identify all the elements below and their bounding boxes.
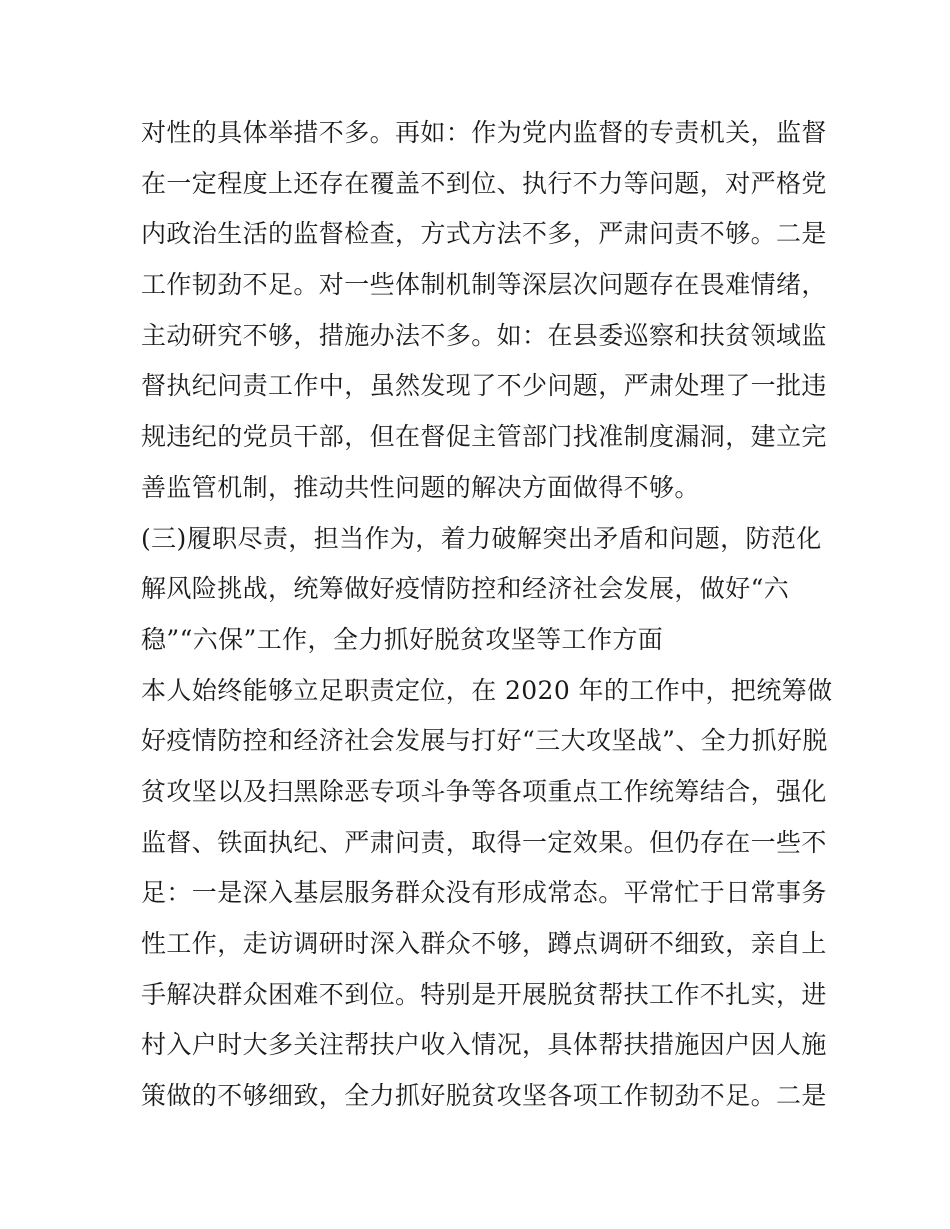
- text-line: 主动研究不够，措施办法不多。如：在县委巡察和扶贫领域监: [141, 320, 827, 350]
- text-line: 监督、铁面执纪、严肃问责，取得一定效果。但仍存在一些不: [141, 827, 827, 857]
- text-line: 策做的不够细致，全力抓好脱贫攻坚各项工作韧劲不足。二是: [141, 1081, 827, 1111]
- text-line: 本人始终能够立足职责定位，在 2020 年的工作中，把统筹做: [141, 675, 833, 705]
- text-line: 性工作，走访调研时深入群众不够，蹲点调研不细致，亲自上: [141, 929, 827, 958]
- body-text: [141, 108, 833, 1122]
- text-line: 内政治生活的监督检查，方式方法不多，严肃问责不够。二是: [141, 219, 827, 249]
- text-line: 对性的具体举措不多。再如：作为党内监督的专责机关，监督: [141, 118, 827, 147]
- text-line: 规违纪的党员干部，但在督促主管部门找准制度漏洞，建立完: [141, 422, 827, 452]
- text-line: 善监管机制，推动共性问题的解决方面做得不够。: [141, 472, 700, 502]
- text-line: 手解决群众困难不到位。特别是开展脱贫帮扶工作不扎实，进: [141, 979, 827, 1009]
- section-heading-line: 解风险挑战，统筹做好疫情防控和经济社会发展，做好“六: [141, 574, 790, 604]
- text-line: 村入户时大多关注帮扶户收入情况，具体帮扶措施因户因人施: [141, 1030, 827, 1060]
- text-line: 工作韧劲不足。对一些体制机制等深层次问题存在畏难情绪，: [141, 270, 827, 300]
- text-line: 督执纪问责工作中，虽然发现了不少问题，严肃处理了一批违: [141, 371, 827, 401]
- text-line: 在一定程度上还存在覆盖不到位、执行不力等问题，对严格党: [141, 168, 827, 198]
- section-heading-line: (三)履职尽责，担当作为，着力破解突出矛盾和问题，防范化: [141, 523, 822, 553]
- text-line: 贫攻坚以及扫黑除恶专项斗争等各项重点工作统筹结合，强化: [141, 776, 827, 806]
- text-line: 足：一是深入基层服务群众没有形成常态。平常忙于日常事务: [141, 878, 827, 908]
- text-line: 好疫情防控和经济社会发展与打好“三大攻坚战”、全力抓好脱: [141, 726, 828, 756]
- section-heading-line: 稳”“六保”工作，全力抓好脱贫攻坚等工作方面: [141, 624, 664, 654]
